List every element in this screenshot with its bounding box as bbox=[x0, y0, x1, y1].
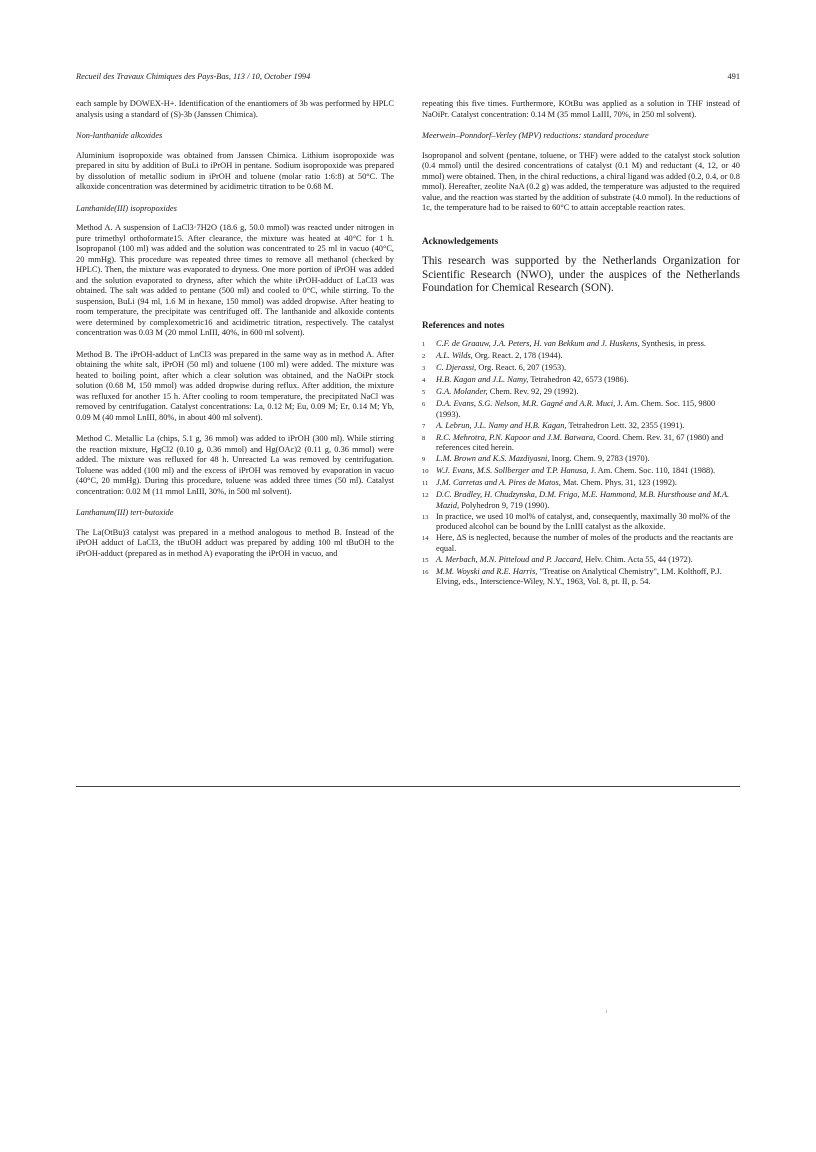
reference-item bbox=[422, 363, 740, 375]
reference-text: In practice, we used 10 mol% of catalyst, and, consequently, maximally 30 mol% of the produced alcohol can be bound by the LnIII catalyst as the alkoxide. bbox=[436, 511, 731, 532]
page-speck bbox=[606, 1010, 607, 1013]
reference-number: 7 bbox=[422, 422, 426, 430]
reference-text: J. Am. Chem. Soc. 115, 9800 (1993). bbox=[436, 399, 716, 419]
acknowledgements-paragraph: This research was supported by the Netherlands Organization for Scientific Research (NWO), under the auspices of the Netherlands Foundation for Chemical Research (SON). bbox=[422, 255, 740, 295]
running-header bbox=[76, 72, 740, 86]
reference-item bbox=[422, 433, 740, 454]
left-column bbox=[76, 99, 394, 570]
method-c-paragraph: Method C. Metallic La (chips, 5.1 g, 36 mmol) was added to iPrOH (300 ml). While stirring the reaction mixture, HgCl2 (0.10 g, 0.36 mmol) and Hg(OAc)2 (0.11 g, 0.36 mmol) were added. The mixture was refluxed for 48 h. Unreacted La was removed by centrifugation. Toluene was added (100 ml) and the excess of iPrOH was removed by evaporation in vacuo (40°C, 20 mmHg). During this procedure, toluene was added three times (50 ml). Catalyst concentration: 0.02 M (11 mmol LnIII, 30%, in 500 ml solvent). bbox=[76, 434, 394, 496]
reference-text: Helv. Chim. Acta 55, 44 (1972). bbox=[585, 554, 693, 564]
reference-list bbox=[422, 339, 740, 588]
non-lanthanide-paragraph: Aluminium isopropoxide was obtained from Janssen Chimica. Lithium isopropoxide was prepared in situ by addition of BuLi to iPrOH in pentane. Sodium isopropoxide was prepared by dissolution of metallic sodium in iPrOH and toluene (molar ratio 1:6:8) at 50°C. The alkoxide concentration was determined by acidimetric titration to be 0.68 M. bbox=[76, 150, 394, 191]
reference-text: Coord. Chem. Rev. 31, 67 (1980) and references cited herein. bbox=[436, 432, 724, 453]
reference-number: 12 bbox=[422, 492, 429, 500]
bottom-rule bbox=[76, 786, 740, 787]
reference-number: 10 bbox=[422, 468, 429, 476]
reference-authors: W.J. Evans, M.S. Sollberger and T.P. Hanusa, bbox=[436, 466, 589, 476]
reference-authors: A. Merbach, M.N. Pitteloud and P. Jaccard, bbox=[436, 554, 583, 564]
reference-item bbox=[422, 512, 740, 533]
reference-number: 15 bbox=[422, 556, 429, 564]
reference-authors: D.A. Evans, S.G. Nelson, M.R. Gagné and A.R. Muci, bbox=[436, 399, 616, 409]
reference-authors: H.B. Kagan and J.L. Namy, bbox=[436, 375, 529, 385]
reference-item bbox=[422, 399, 740, 420]
reference-text: J. Am. Chem. Soc. 110, 1841 (1988). bbox=[590, 466, 716, 476]
reference-number: 14 bbox=[422, 535, 429, 543]
reference-item bbox=[422, 421, 740, 433]
reference-authors: D.C. Bradley, H. Chudzynska, D.M. Frigo, M.E. Hammond, M.B. Hursthouse and M.A. Mazid, bbox=[436, 490, 730, 510]
reference-number: 4 bbox=[422, 377, 426, 385]
reference-text: Tetrahedron Lett. 32, 2355 (1991). bbox=[568, 420, 685, 430]
reference-number: 5 bbox=[422, 389, 426, 397]
mpv-paragraph: Isopropanol and solvent (pentane, toluene, or THF) were added to the catalyst stock solution (0.4 mmol) until the desired concentrations of catalyst (0.1 M) and reductant (4, 12, or 40 mmol) were obtained. Then, in the chiral reductions, a chiral ligand was added (0.2, 0.4, or 0.8 mmol). Hereafter, zeolite NaA (0.2 g) was added, the temperature was adjusted to the required value, and the reaction was started by the addition of substrate (4.0 mmol). In the reductions of 1c, the temperature had to be raised to 60°C to attain acceptable reaction rates. bbox=[422, 150, 740, 212]
reference-number: 1 bbox=[422, 341, 426, 349]
method-b-paragraph: Method B. The iPrOH-adduct of LnCl3 was prepared in the same way as in method A. After obtaining the white salt, iPrOH (50 ml) and toluene (100 ml) were added. The mixture was heated to boiling point, after which a clear solution was obtained, and the NaOiPr stock solution (0.68 M, 150 mmol) was added dropwise during reflux. After addition, the mixture was refluxed for another 15 h. After cooling to room temperature, the precipitated NaCl was removed by centrifugation. Catalyst concentrations: La, 0.12 M; Eu, 0.09 M; Er, 0.14 M; Yb, 0.09 M (40 mmol LnIII, 80%, in about 400 ml solvent). bbox=[76, 349, 394, 422]
reference-item bbox=[422, 466, 740, 478]
reference-item bbox=[422, 339, 740, 351]
continuation-paragraph: repeating this five times. Furthermore, KOtBu was applied as a solution in THF instead of NaOiPr. Catalyst concentration: 0.14 M (35 mmol LaIII, 70%, in 250 ml solvent). bbox=[422, 99, 740, 119]
references-heading: References and notes bbox=[422, 319, 505, 330]
page-number: 491 bbox=[727, 72, 740, 81]
reference-item bbox=[422, 351, 740, 363]
reference-authors: J.M. Carretas and A. Pires de Matos, bbox=[436, 478, 561, 488]
right-column bbox=[422, 99, 740, 588]
reference-text: "Treatise on Analytical Chemistry", I.M. Kolthoff, P.J. Elving, eds., Interscience-Wiley, N.Y., 1963, Vol. 8, pt. II, p. 54. bbox=[436, 566, 722, 587]
acknowledgements-heading: Acknowledgements bbox=[422, 235, 499, 246]
reference-authors: R.C. Mehrotra, P.N. Kapoor and J.M. Batwara, bbox=[436, 432, 596, 442]
section-title-lanthanide-isopropoxides: Lanthanide(III) isopropoxides bbox=[76, 203, 177, 213]
reference-text: Synthesis, in press. bbox=[641, 339, 706, 349]
reference-text: Chem. Rev. 92, 29 (1992). bbox=[489, 387, 579, 397]
reference-text: Polyhedron 9, 719 (1990). bbox=[461, 500, 550, 510]
reference-item bbox=[422, 387, 740, 399]
reference-number: 11 bbox=[422, 480, 429, 488]
reference-text: Here, ΔS is neglected, because the number of moles of the products and the reactants are equal. bbox=[436, 533, 734, 553]
reference-item bbox=[422, 454, 740, 466]
reference-authors: G.A. Molander, bbox=[436, 387, 488, 397]
reference-number: 2 bbox=[422, 353, 426, 361]
reference-authors: L.M. Brown and K.S. Mazdiyasni, bbox=[436, 454, 550, 464]
reference-item bbox=[422, 375, 740, 387]
reference-authors: A. Lebrun, J.L. Namy and H.B. Kagan, bbox=[436, 420, 567, 430]
method-a-paragraph: Method A. A suspension of LaCl3·7H2O (18.6 g, 50.0 mmol) was reacted under nitrogen in pure trimethyl orthoformate15. After clearance, the mixture was heated at 40°C for 1 h. Isopropanol (100 ml) was added and the solution was concentrated to 25 ml in vacuo (40°C, 20 mmHg). This procedure was repeated three times to remove all methanol (checked by HPLC). Then, the mixture was evaporated to dryness. One more portion of iPrOH was added and the solution evaporated to dryness, after which the white iPrOH-adduct of LaCl3 was obtained. The salt was added to pentane (500 ml) and cooled to 0°C, while stirring. To the suspension, BuLi (94 ml, 1.6 M in hexane, 150 mmol) was added dropwise. After heating to room temperature, the precipitate was centrifuged off. The lanthanide and alkoxide contents were determined by complexometric16 and acidimetric titration, respectively. The catalyst concentration was 0.03 M (20 mmol LnIII, 40%, in 600 ml solvent). bbox=[76, 223, 394, 337]
reference-item bbox=[422, 533, 740, 554]
reference-text: Mat. Chem. Phys. 31, 123 (1992). bbox=[562, 478, 677, 488]
reference-number: 8 bbox=[422, 434, 426, 442]
reference-number: 3 bbox=[422, 365, 426, 373]
reference-number: 13 bbox=[422, 513, 429, 521]
reference-authors: M.M. Woyski and R.E. Harris, bbox=[436, 566, 538, 576]
reference-text: Inorg. Chem. 9, 2783 (1970). bbox=[551, 454, 650, 464]
reference-authors: C.F. de Graauw, J.A. Peters, H. van Bekkum and J. Huskens, bbox=[436, 339, 640, 349]
section-title-mpv: Meerwein–Ponndorf–Verley (MPV) reductions: standard procedure bbox=[422, 131, 649, 140]
reference-number: 9 bbox=[422, 456, 426, 464]
reference-number: 16 bbox=[422, 568, 429, 576]
reference-text: Tetrahedron 42, 6573 (1986). bbox=[530, 375, 629, 385]
reference-authors: C. Djerassi, bbox=[436, 363, 477, 373]
reference-item bbox=[422, 490, 740, 511]
reference-text: Org. React. 2, 178 (1944). bbox=[474, 351, 563, 361]
reference-item bbox=[422, 478, 740, 490]
section-title-tert-butoxide: Lanthanum(III) tert-butoxide bbox=[76, 508, 174, 517]
intro-paragraph: each sample by DOWEX-H+. Identification of the enantiomers of 3b was performed by HPLC analysis using a standard of (S)-3b (Janssen Chimica). bbox=[76, 99, 394, 119]
reference-number: 6 bbox=[422, 401, 426, 409]
journal-citation: Recueil des Travaux Chimiques des Pays-Bas, 113 / 10, October 1994 bbox=[76, 72, 311, 81]
reference-text: Org. React. 6, 207 (1953). bbox=[478, 363, 567, 373]
reference-item bbox=[422, 555, 740, 567]
reference-item bbox=[422, 567, 740, 588]
section-title-non-lanthanide: Non-lanthanide alkoxides bbox=[76, 131, 163, 140]
reference-authors: A.L. Wilds, bbox=[436, 351, 473, 361]
tert-butoxide-paragraph: The La(OtBu)3 catalyst was prepared in a method analogous to method B. Instead of the iPrOH adduct of LaCl3, the tBuOH adduct was prepared by adding 100 ml tBuOH to the iPrOH-adduct (prepared as in method A) evaporating the iPrOH in vacuo, and bbox=[76, 527, 394, 558]
